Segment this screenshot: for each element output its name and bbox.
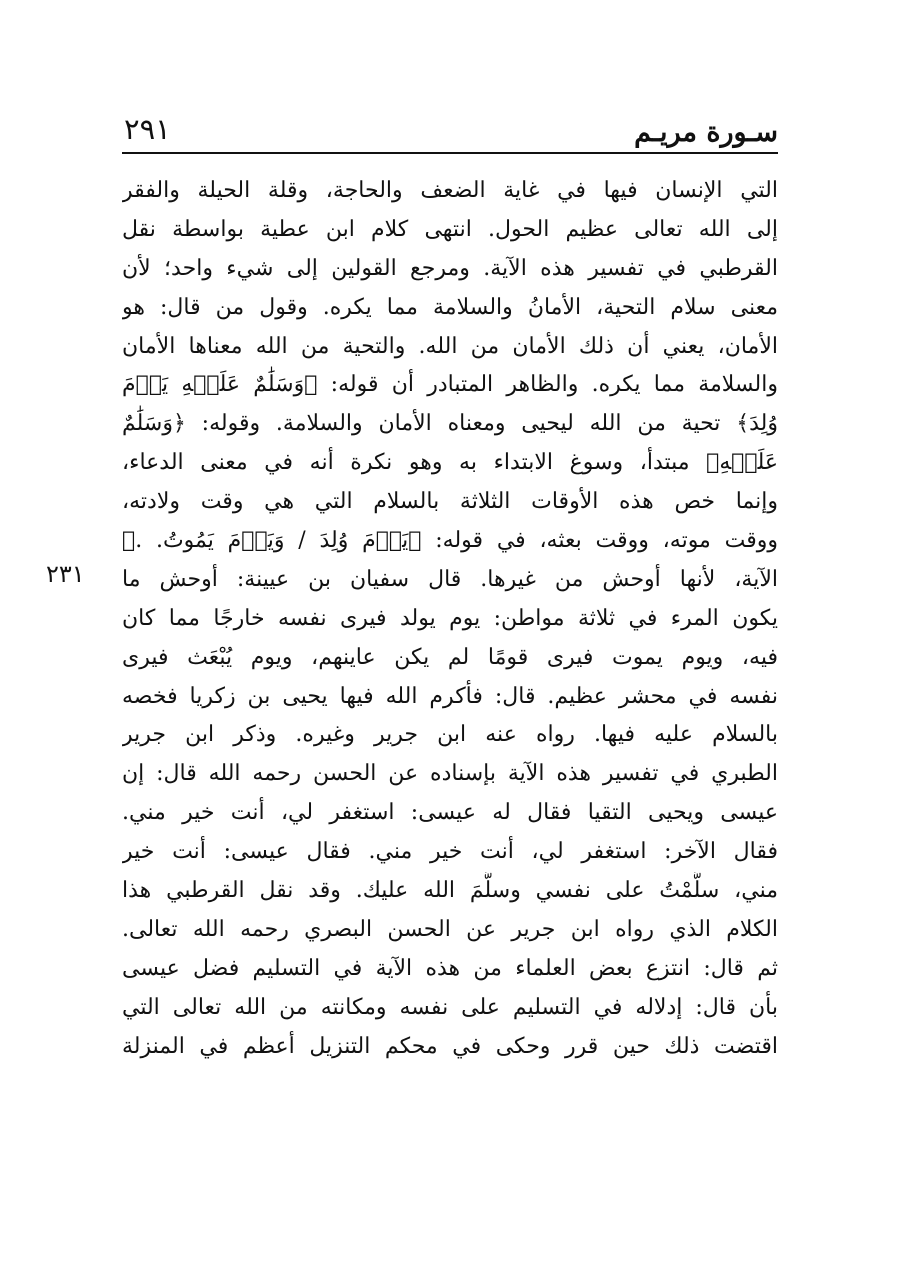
text-line: وإنما خص هذه الأوقات الثلاثة بالسلام التي هي وقت ولادته،: [122, 489, 778, 515]
body-text: [122, 172, 778, 1066]
text-line: عيسى ويحيى التقيا فقال له عيسى: استغفر لي، أنت خير مني.: [122, 800, 778, 826]
text-line: بأن قال: إدلاله في التسليم على نفسه ومكانته من الله تعالى التي: [122, 994, 778, 1020]
text-line: فيه، ويوم يموت فيرى قومًا لم يكن عاينهم، ويوم يُبْعَث فيرى: [122, 644, 778, 670]
running-header: [122, 108, 778, 152]
text-line: الكلام الذي رواه ابن جرير عن الحسن البصري رحمه الله تعالى.: [122, 916, 778, 942]
text-line: عَلَيۡهِ﴾ مبتدأ، وسوغ الابتداء به وهو نكرة أنه في معنى الدعاء،: [122, 450, 778, 476]
text-line: اقتضت ذلك حين قرر وحكى في محكم التنزيل أعظم في المنزلة: [122, 1033, 778, 1059]
text-line: ووقت موته، ووقت بعثه، في قوله: ﴿يَوۡمَ وُلِدَ / وَيَوۡمَ يَمُوتُ. .﴾: [122, 528, 778, 554]
page-number: ٢٩١: [124, 112, 171, 146]
text-line: ثم قال: انتزع بعض العلماء من هذه الآية في التسليم فضل عيسى: [122, 955, 778, 981]
text-line: معنى سلام التحية، الأمانُ والسلامة مما يكره. وقول من قال: هو: [122, 294, 778, 320]
text-line: نفسه في محشر عظيم. قال: فأكرم الله فيها يحيى بن زكريا فخصه: [122, 683, 778, 709]
header-rule: [122, 152, 778, 154]
text-line: بالسلام عليه فيها. رواه عنه ابن جرير وغيره. وذكر ابن جرير: [122, 722, 778, 748]
margin-reference-number: ٢٣١: [46, 560, 85, 588]
text-line: الطبري في تفسير هذه الآية بإسناده عن الحسن رحمه الله قال: إن: [122, 761, 778, 787]
surah-title: سـورة مريـم: [634, 117, 778, 148]
text-line: القرطبي في تفسير هذه الآية. ومرجع القولين إلى شيء واحد؛ لأن: [122, 255, 778, 281]
text-line: يكون المرء في ثلاثة مواطن: يوم يولد فيرى نفسه خارجًا مما كان: [122, 605, 778, 631]
text-line: الأمان، يعني أن ذلك الأمان من الله. والتحية من الله معناها الأمان: [122, 333, 778, 359]
text-line: التي الإنسان فيها في غاية الضعف والحاجة، وقلة الحيلة والفقر: [122, 178, 778, 203]
text-line: والسلامة مما يكره. والظاهر المتبادر أن قوله: ﴿وَسَلَٰمٌ عَلَيۡهِ يَوۡمَ: [122, 372, 778, 398]
text-line: مني، سلَّمْتُ على نفسي وسلَّمَ الله عليك. وقد نقل القرطبي هذا: [122, 878, 778, 904]
text-line: إلى الله تعالى عظيم الحول. انتهى كلام ابن عطية بواسطة نقل: [122, 216, 778, 242]
text-line: وُلِدَ﴾ تحية من الله ليحيى ومعناه الأمان والسلامة. وقوله: ﴿وَسَلَٰمٌ: [122, 411, 778, 437]
text-line: فقال الآخر: استغفر لي، أنت خير مني. فقال عيسى: أنت خير: [122, 839, 778, 865]
text-line: الآية، لأنها أوحش من غيرها. قال سفيان بن عيينة: أوحش ما: [122, 566, 778, 592]
